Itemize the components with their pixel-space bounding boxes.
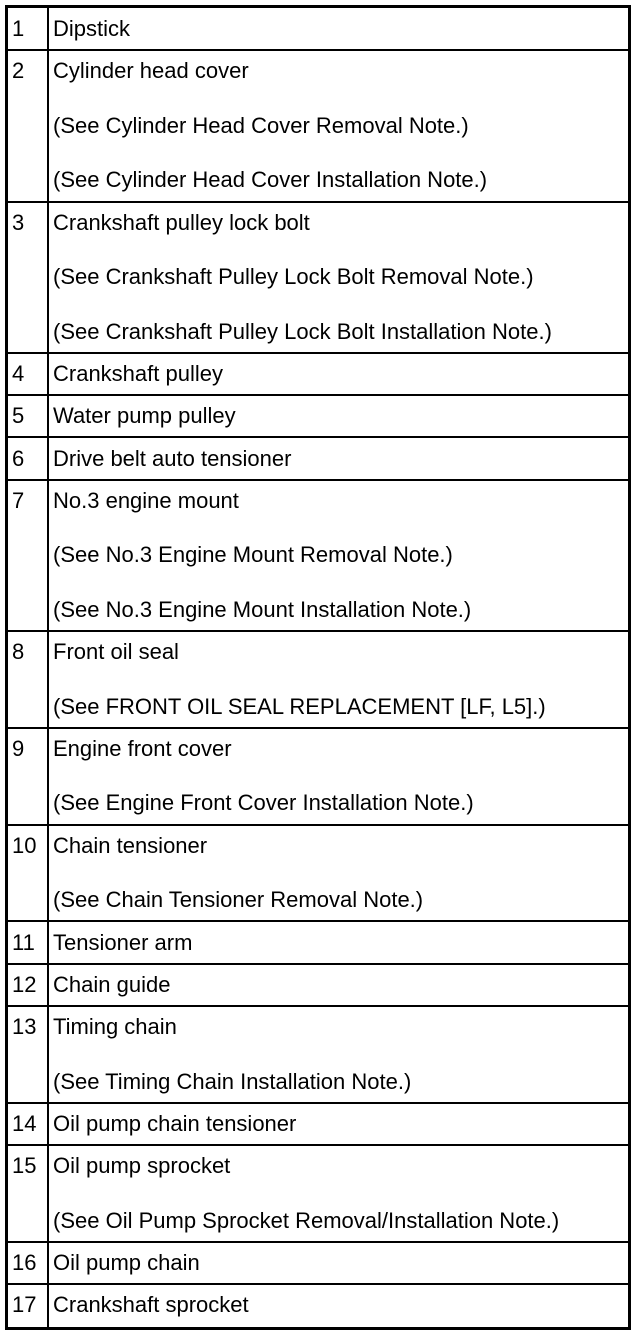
table-row [8, 353, 628, 395]
reference-note: (See Chain Tensioner Removal Note.) [53, 887, 424, 913]
item-number: 17 [12, 1292, 37, 1318]
reference-note: (See Cylinder Head Cover Installation Note.) [53, 167, 488, 193]
item-number: 5 [12, 403, 25, 429]
table-row [8, 922, 628, 964]
reference-note: (See Crankshaft Pulley Lock Bolt Installation Note.) [53, 318, 552, 344]
table-row [8, 1242, 628, 1284]
item-number: 4 [12, 360, 25, 386]
item-number: 9 [12, 735, 25, 761]
parts-table [5, 5, 631, 1330]
part-name: Crankshaft pulley lock bolt [53, 209, 310, 235]
part-name: Timing chain [53, 1014, 177, 1040]
part-name: Drive belt auto tensioner [53, 445, 292, 471]
table-row [8, 395, 628, 437]
item-number: 12 [12, 971, 37, 997]
table-row [8, 1103, 628, 1145]
part-name: Cylinder head cover [53, 58, 249, 84]
part-name: Tensioner arm [53, 929, 193, 955]
item-number: 14 [12, 1110, 37, 1136]
table-row [8, 480, 628, 631]
part-name: Front oil seal [53, 639, 179, 665]
part-name: Oil pump chain [53, 1250, 200, 1275]
reference-note: (See No.3 Engine Mount Installation Note.) [53, 596, 472, 622]
part-name: Crankshaft sprocket [53, 1292, 249, 1318]
part-name: Chain tensioner [53, 832, 208, 858]
item-number: 3 [12, 209, 25, 235]
reference-note: (See Engine Front Cover Installation Note.) [53, 790, 474, 816]
part-name: Dipstick [53, 16, 131, 41]
table-row [8, 631, 628, 728]
item-number: 6 [12, 445, 25, 471]
reference-note: (See Crankshaft Pulley Lock Bolt Removal Note.) [53, 264, 534, 290]
part-name: Oil pump sprocket [53, 1153, 231, 1179]
reference-note: (See FRONT OIL SEAL REPLACEMENT [LF, L5].) [53, 693, 546, 719]
reference-note: (See Cylinder Head Cover Removal Note.) [53, 112, 469, 138]
part-name: No.3 engine mount [53, 487, 239, 513]
table-row [8, 438, 628, 480]
item-number: 7 [12, 487, 25, 513]
table-row [8, 825, 628, 922]
item-number: 13 [12, 1014, 37, 1040]
table-row [8, 1145, 628, 1242]
item-number: 1 [12, 16, 25, 41]
item-number: 16 [12, 1250, 37, 1275]
table-row [8, 1284, 628, 1326]
item-number: 2 [12, 58, 25, 84]
part-name: Crankshaft pulley [53, 360, 223, 386]
table-row [8, 728, 628, 825]
part-name: Chain guide [53, 971, 171, 997]
table-row [8, 50, 628, 201]
table-row [8, 202, 628, 353]
reference-note: (See No.3 Engine Mount Removal Note.) [53, 542, 453, 568]
table-row [8, 8, 628, 50]
reference-note: (See Timing Chain Installation Note.) [53, 1068, 412, 1094]
item-number: 10 [12, 832, 37, 858]
item-number: 15 [12, 1153, 37, 1179]
item-number: 8 [12, 639, 25, 665]
item-number: 11 [12, 929, 35, 955]
table-row [8, 964, 628, 1006]
reference-note: (See Oil Pump Sprocket Removal/Installation Note.) [53, 1207, 560, 1233]
part-name: Engine front cover [53, 735, 232, 761]
part-name: Oil pump chain tensioner [53, 1110, 297, 1136]
table-row [8, 1006, 628, 1103]
part-name: Water pump pulley [53, 403, 236, 429]
